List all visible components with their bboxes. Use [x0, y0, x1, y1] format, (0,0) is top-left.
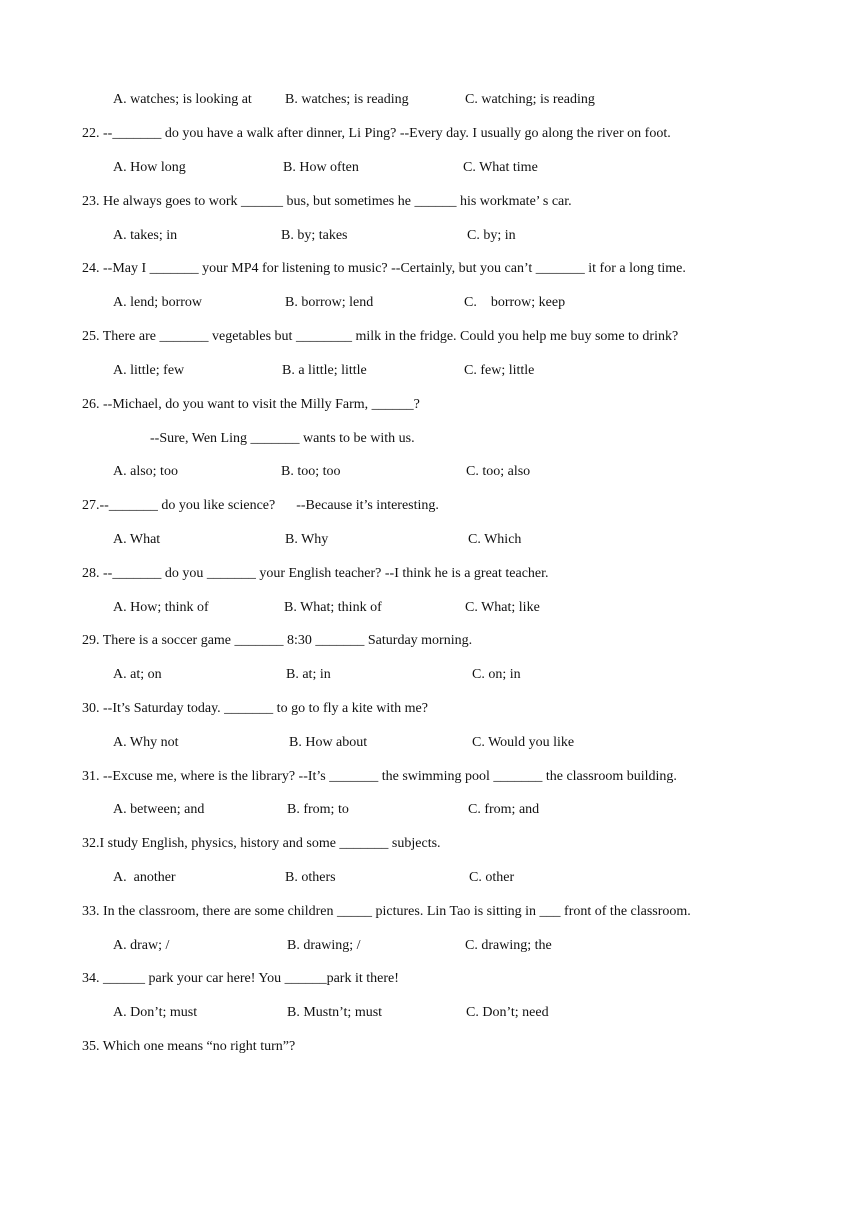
q22-stem: 22. --_______ do you have a walk after dinner, Li Ping? --Every day. I usually go along the river on foot.: [82, 126, 671, 141]
q28-option-b: B. What; think of: [284, 600, 382, 615]
q28-option-c: C. What; like: [465, 600, 540, 615]
q27-option-a: A. What: [113, 532, 161, 547]
q21-option-a: A. watches; is looking at: [113, 92, 252, 107]
q33-option-b: B. drawing; /: [287, 938, 361, 953]
q30-option-c: C. Would you like: [472, 735, 575, 750]
q34-option-c: C. Don’t; need: [466, 1005, 549, 1020]
q21-option-b: B. watches; is reading: [285, 92, 409, 107]
q27-stem: 27.--_______ do you like science? --Because it’s interesting.: [82, 498, 439, 513]
q24-stem: 24. --May I _______ your MP4 for listening to music? --Certainly, but you can’t _______ it for a long time.: [82, 261, 686, 276]
q30-stem: 30. --It’s Saturday today. _______ to go to fly a kite with me?: [82, 701, 428, 716]
q25-option-c: C. few; little: [464, 363, 535, 378]
q27-option-c: C. Which: [468, 532, 522, 547]
q33-option-c: C. drawing; the: [465, 938, 552, 953]
q32-stem: 32.I study English, physics, history and some _______ subjects.: [82, 836, 441, 851]
q31-option-c: C. from; and: [468, 802, 540, 817]
q22-option-b: B. How often: [283, 160, 359, 175]
q23-option-a: A. takes; in: [113, 228, 178, 243]
q29-option-b: B. at; in: [286, 667, 331, 682]
q25-option-b: B. a little; little: [282, 363, 367, 378]
q34-stem: 34. ______ park your car here! You ______park it there!: [82, 971, 399, 986]
q31-option-b: B. from; to: [287, 802, 349, 817]
q32-option-a: A. another: [113, 870, 176, 885]
q26-option-b: B. too; too: [281, 464, 341, 479]
q24-option-b: B. borrow; lend: [285, 295, 374, 310]
q31-option-a: A. between; and: [113, 802, 205, 817]
q26-stem: 26. --Michael, do you want to visit the Milly Farm, ______?: [82, 397, 420, 412]
q21-option-c: C. watching; is reading: [465, 92, 595, 107]
q23-option-b: B. by; takes: [281, 228, 348, 243]
q29-option-c: C. on; in: [472, 667, 521, 682]
q27-option-b: B. Why: [285, 532, 329, 547]
q28-option-a: A. How; think of: [113, 600, 209, 615]
q23-option-c: C. by; in: [467, 228, 516, 243]
q28-stem: 28. --_______ do you _______ your English teacher? --I think he is a great teacher.: [82, 566, 549, 581]
q25-stem: 25. There are _______ vegetables but ________ milk in the fridge. Could you help me buy some to drink?: [82, 329, 679, 344]
q35-stem: 35. Which one means “no right turn”?: [82, 1039, 296, 1054]
q29-stem: 29. There is a soccer game _______ 8:30 _______ Saturday morning.: [82, 633, 473, 648]
q33-option-a: A. draw; /: [113, 938, 170, 953]
q30-option-a: A. Why not: [113, 735, 179, 750]
q33-stem: 33. In the classroom, there are some children _____ pictures. Lin Tao is sitting in ___ front of the classroom.: [82, 904, 691, 919]
q26-option-c: C. too; also: [466, 464, 531, 479]
q22-option-c: C. What time: [463, 160, 538, 175]
q23-stem: 23. He always goes to work ______ bus, but sometimes he ______ his workmate’ s car.: [82, 194, 572, 209]
q34-option-a: A. Don’t; must: [113, 1005, 198, 1020]
q24-option-a: A. lend; borrow: [113, 295, 203, 310]
q34-option-b: B. Mustn’t; must: [287, 1005, 383, 1020]
q32-option-c: C. other: [469, 870, 515, 885]
q30-option-b: B. How about: [289, 735, 368, 750]
q29-option-a: A. at; on: [113, 667, 162, 682]
q26-option-a: A. also; too: [113, 464, 178, 479]
q25-option-a: A. little; few: [113, 363, 185, 378]
q22-option-a: A. How long: [113, 160, 186, 175]
q32-option-b: B. others: [285, 870, 336, 885]
q31-stem: 31. --Excuse me, where is the library? --It’s _______ the swimming pool _______ the classroom building.: [82, 769, 677, 784]
q26-stem-reply: --Sure, Wen Ling _______ wants to be with us.: [150, 431, 415, 446]
q24-option-c: C. borrow; keep: [464, 295, 566, 310]
